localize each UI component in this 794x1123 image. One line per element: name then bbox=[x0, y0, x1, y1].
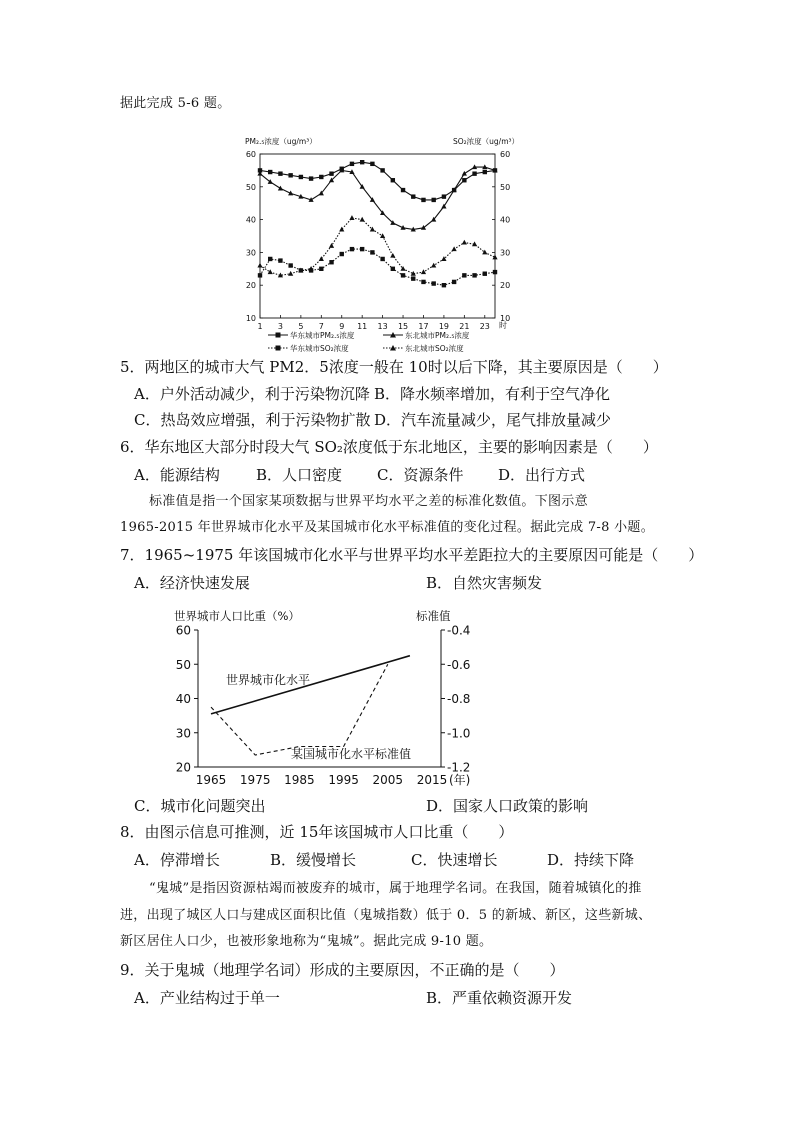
series-east-pm25 bbox=[258, 160, 497, 202]
x-tick-label: 1975 bbox=[239, 773, 271, 787]
x-tick-label: 1965 bbox=[195, 773, 227, 787]
data-point bbox=[268, 269, 273, 274]
series-east-so2 bbox=[258, 247, 497, 287]
x-tick-label: 3 bbox=[277, 322, 283, 331]
data-point bbox=[350, 162, 354, 166]
question-6-option-b: B．人口密度 bbox=[256, 466, 343, 484]
data-point bbox=[431, 263, 436, 268]
question-5-option-a: A．户外活动减少，利于污染物沉降 bbox=[134, 385, 370, 403]
data-point bbox=[380, 168, 384, 172]
question-7-option-d: D．国家人口政策的影响 bbox=[426, 797, 589, 815]
question-8-option-c: C．快速增长 bbox=[411, 851, 498, 869]
x-tick-label: 7 bbox=[318, 322, 324, 331]
intro-text-7-8-line2: 1965-2015 年世界城市化水平及某国城市化水平标准值的变化过程。据此完成 7-8 小题。 bbox=[120, 520, 654, 535]
data-point bbox=[462, 240, 467, 245]
intro-text-9-10-line3: 新区居住人口少，也被形象地称为“鬼城”。据此完成 9-10 题。 bbox=[120, 934, 493, 949]
question-7-stem: 7．1965~1975 年该国城市化水平与世界平均水平差距拉大的主要原因可能是（ ） bbox=[120, 546, 704, 564]
question-8-option-b: B．缓慢增长 bbox=[270, 851, 357, 869]
data-point bbox=[483, 272, 487, 276]
legend-item-northeast-pm25 bbox=[383, 330, 470, 340]
x-tick-label: 19 bbox=[438, 322, 450, 331]
data-point bbox=[462, 178, 466, 182]
y-right-axis-label: SO₂浓度（ug/m³） bbox=[453, 137, 520, 146]
data-point bbox=[268, 170, 272, 174]
y-tick-label-left: 30 bbox=[175, 726, 191, 741]
data-point bbox=[319, 267, 323, 271]
urbanization-chart bbox=[166, 604, 476, 794]
svg-text:东北城市PM₂.₅浓度: 东北城市PM₂.₅浓度 bbox=[405, 331, 470, 340]
y-tick-label-right: 40 bbox=[500, 215, 511, 225]
question-8-stem: 8．由图示信息可推测，近 15年该国城市人口比重（ ） bbox=[120, 823, 514, 841]
intro-text-9-10-line2: 进，出现了城区人口与建成区面积比值（鬼城指数）低于 0．5 的新城、新区，这些新城、 bbox=[120, 908, 652, 923]
y-tick-label-right: 10 bbox=[500, 314, 511, 323]
data-point bbox=[380, 233, 385, 238]
data-point bbox=[258, 273, 262, 277]
y-tick-label-left: 20 bbox=[245, 281, 256, 291]
data-point bbox=[278, 171, 282, 175]
data-point bbox=[268, 257, 272, 261]
data-point bbox=[319, 175, 323, 179]
data-point bbox=[421, 280, 425, 284]
question-9-option-a: A．产业结构过于单一 bbox=[134, 989, 280, 1007]
y-tick-label-left: 20 bbox=[175, 760, 191, 775]
data-point bbox=[350, 247, 354, 251]
x-tick-label: 1985 bbox=[284, 773, 315, 787]
question-6-option-d: D．出行方式 bbox=[498, 466, 586, 484]
question-8-option-a: A．停滞增长 bbox=[134, 851, 220, 869]
legend-item-east-pm25 bbox=[268, 330, 355, 340]
data-point bbox=[452, 280, 456, 284]
data-point bbox=[278, 258, 282, 262]
data-point bbox=[360, 160, 364, 164]
x-tick-label: 2015 bbox=[416, 773, 448, 787]
x-tick-label: 11 bbox=[357, 322, 368, 331]
data-point bbox=[472, 171, 476, 175]
legend-item-east-so2 bbox=[268, 343, 349, 353]
x-tick-label: 1995 bbox=[328, 773, 359, 787]
y-left-axis-label: PM₂.₅浓度（ug/m³） bbox=[245, 137, 317, 146]
series-northeast-so2 bbox=[257, 215, 497, 277]
x-tick-label: 21 bbox=[459, 322, 470, 331]
y-tick-label-right: -1.2 bbox=[447, 760, 471, 775]
intro-text-7-8-line1: 标准值是指一个国家某项数据与世界平均水平之差的标准化数值。下图示意 bbox=[149, 494, 588, 509]
y-left-axis-label: 世界城市人口比重（%） bbox=[174, 609, 300, 623]
question-9-stem: 9．关于鬼城（地理学名词）形成的主要原因，不正确的是（ ） bbox=[120, 961, 565, 979]
y-tick-label-left: 50 bbox=[175, 657, 191, 672]
data-point bbox=[360, 217, 365, 222]
y-tick-label-left: 40 bbox=[245, 215, 256, 225]
data-point bbox=[329, 171, 333, 175]
data-point bbox=[391, 178, 395, 182]
data-point bbox=[401, 188, 405, 192]
data-point bbox=[309, 176, 313, 180]
y-tick-label-left: 30 bbox=[245, 248, 256, 258]
data-point bbox=[288, 173, 292, 177]
y-tick-label-right: -1.0 bbox=[447, 726, 471, 741]
x-tick-label: 15 bbox=[397, 322, 409, 331]
data-point bbox=[401, 273, 405, 277]
data-point bbox=[360, 247, 364, 251]
intro-text-9-10-line1: “鬼城”是指因资源枯竭而被废弃的城市，属于地理学名词。在我国，随着城镇化的推 bbox=[149, 881, 642, 896]
data-point bbox=[411, 194, 415, 198]
data-point bbox=[288, 271, 293, 276]
y-tick-label-right: -0.8 bbox=[447, 692, 471, 706]
question-6-option-a: A．能源结构 bbox=[134, 466, 220, 484]
data-point bbox=[278, 186, 283, 191]
data-point bbox=[411, 276, 415, 280]
y-tick-label-right: 20 bbox=[500, 281, 511, 291]
question-6-stem: 6．华东地区大部分时段大气 SO₂浓度低于东北地区，主要的影响因素是（ ） bbox=[120, 438, 658, 456]
x-tick-label: 5 bbox=[298, 322, 304, 331]
x-tick-label: 23 bbox=[479, 322, 490, 331]
data-point bbox=[462, 273, 466, 277]
data-point bbox=[483, 170, 487, 174]
plot-frame bbox=[260, 154, 495, 318]
data-point bbox=[421, 198, 425, 202]
svg-text:华东城市PM₂.₅浓度: 华东城市PM₂.₅浓度 bbox=[290, 331, 355, 340]
data-point bbox=[319, 256, 324, 261]
data-point bbox=[472, 273, 476, 277]
y-tick-label-left: 60 bbox=[175, 623, 191, 638]
y-tick-label-left: 40 bbox=[175, 692, 191, 706]
data-point bbox=[462, 171, 467, 176]
y-tick-label-left: 60 bbox=[245, 150, 256, 159]
question-5-option-d: D．汽车流量减少，尾气排放量减少 bbox=[374, 411, 612, 429]
legend-item-northeast-so2 bbox=[383, 343, 464, 353]
legend bbox=[268, 330, 470, 353]
x-unit-label: 时 bbox=[499, 321, 507, 330]
x-tick-label: 13 bbox=[377, 322, 388, 331]
data-point bbox=[390, 253, 395, 258]
data-point bbox=[370, 162, 374, 166]
data-point bbox=[340, 252, 344, 256]
question-7-option-c: C．城市化问题突出 bbox=[134, 797, 266, 815]
data-point bbox=[339, 227, 344, 232]
data-point bbox=[299, 175, 303, 179]
question-5-stem: 5．两地区的城市大气 PM2．5浓度一般在 10时以后下降，其主要原因是（ ） bbox=[120, 358, 668, 376]
data-point bbox=[288, 263, 292, 267]
x-tick-label: 1 bbox=[257, 322, 263, 331]
data-point bbox=[349, 215, 354, 220]
question-7-option-a: A．经济快速发展 bbox=[134, 574, 250, 592]
data-point bbox=[380, 257, 384, 261]
pm25-so2-chart bbox=[238, 128, 538, 353]
data-point bbox=[257, 263, 262, 268]
data-point bbox=[421, 269, 426, 274]
question-8-option-d: D．持续下降 bbox=[547, 851, 635, 869]
y-right-axis-label: 标准值 bbox=[416, 609, 451, 623]
y-tick-label-left: 10 bbox=[245, 314, 256, 323]
y-tick-label-right: 30 bbox=[500, 248, 511, 258]
intro-text: 据此完成 5-6 题。 bbox=[120, 96, 231, 111]
svg-text:华东城市SO₂浓度: 华东城市SO₂浓度 bbox=[290, 344, 349, 353]
x-tick-label: 17 bbox=[418, 322, 429, 331]
question-7-option-b: B．自然灾害频发 bbox=[426, 574, 543, 592]
question-6-option-c: C．资源条件 bbox=[377, 466, 464, 484]
x-unit-label: (年) bbox=[449, 773, 471, 787]
x-tick-label: 2005 bbox=[372, 773, 404, 787]
y-tick-label-right: 60 bbox=[500, 150, 511, 159]
question-5-option-b: B．降水频率增加，有利于空气净化 bbox=[374, 385, 611, 403]
series-east-so2-line bbox=[260, 249, 495, 285]
question-5-option-c: C．热岛效应增强，利于污染物扩散 bbox=[134, 411, 371, 429]
series-northeast-pm25 bbox=[257, 164, 497, 231]
y-tick-label-left: 50 bbox=[245, 182, 256, 192]
svg-text:东北城市SO₂浓度: 东北城市SO₂浓度 bbox=[405, 344, 464, 353]
x-tick-label: 9 bbox=[339, 322, 345, 331]
series-northeast-so2-line bbox=[260, 218, 495, 275]
y-tick-label-right: -0.6 bbox=[447, 657, 471, 672]
data-point bbox=[391, 267, 395, 271]
question-9-option-b: B．严重依赖资源开发 bbox=[426, 989, 573, 1007]
data-point bbox=[329, 260, 333, 264]
data-point bbox=[431, 198, 435, 202]
world-line-label: 世界城市化水平 bbox=[226, 673, 311, 687]
y-tick-label-right: -0.4 bbox=[447, 623, 471, 638]
data-point bbox=[431, 281, 435, 285]
country-line-label: 某国城市化水平标准值 bbox=[291, 747, 412, 761]
data-point bbox=[493, 270, 497, 274]
data-point bbox=[442, 194, 446, 198]
data-point bbox=[442, 283, 446, 287]
y-tick-label-right: 50 bbox=[500, 182, 511, 192]
data-point bbox=[452, 246, 457, 251]
data-point bbox=[370, 250, 374, 254]
